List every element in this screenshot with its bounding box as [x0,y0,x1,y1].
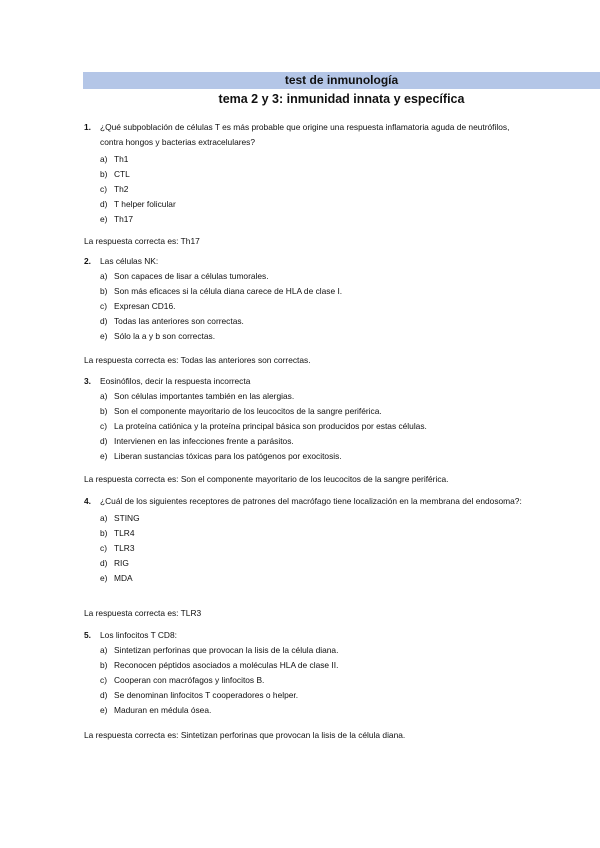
option-e: e) MDA [100,573,133,583]
question-text: Los linfocitos T CD8: [100,630,177,640]
test-title: test de inmunología [83,72,600,89]
option-b: b) Reconocen péptidos asociados a moléculas HLA de clase II. [100,660,339,670]
answer-1: La respuesta correcta es: Th17 [84,236,200,246]
answer-3: La respuesta correcta es: Son el componente mayoritario de los leucocitos de la sangre periférica. [84,474,449,484]
question-4 [84,494,524,586]
question-text: ¿Qué subpoblación de células T es más probable que origine una respuesta inflamatoria aguda de neutrófilos, contra hongos y bacterias extracelulares? [100,122,510,147]
option-d: d) Intervienen en las infecciones frente a parásitos. [100,436,294,446]
question-text: Las células NK: [100,256,159,266]
question-1 [84,120,524,227]
option-b: b) Son más eficaces si la célula diana carece de HLA de clase I. [100,286,343,296]
option-e: e) Liberan sustancias tóxicas para los patógenos por exocitosis. [100,451,342,461]
option-c: c) Expresan CD16. [100,301,176,311]
option-a: a) Son células importantes también en las alergias. [100,391,295,401]
question-text: Eosinófilos, decir la respuesta incorrecta [100,376,251,386]
option-a: a) Th1 [100,154,129,164]
question-number: 2. [84,256,91,266]
option-c: c) Th2 [100,184,129,194]
test-subtitle: tema 2 y 3: inmunidad innata y específica [218,92,465,106]
question-number: 5. [84,630,91,640]
option-e: e) Sólo la a y b son correctas. [100,331,216,341]
option-e: e) Maduran en médula ósea. [100,705,212,715]
option-c: c) TLR3 [100,543,135,553]
option-a: a) STING [100,513,140,523]
answer-2: La respuesta correcta es: Todas las anteriores son correctas. [84,355,311,365]
option-a: a) Son capaces de lisar a células tumorales. [100,271,269,281]
option-b: b) TLR4 [100,528,135,538]
option-d: d) Se denominan linfocitos T cooperadores o helper. [100,690,299,700]
question-2 [84,254,524,344]
question-number: 4. [84,496,91,506]
answer-5: La respuesta correcta es: Sintetizan perforinas que provocan la lisis de la célula diana. [84,730,406,740]
question-3 [84,374,524,464]
option-a: a) Sintetizan perforinas que provocan la lisis de la célula diana. [100,645,339,655]
option-c: c) La proteína catiónica y la proteína principal básica son producidos por estas células. [100,421,427,431]
option-d: d) Todas las anteriores son correctas. [100,316,244,326]
answer-4: La respuesta correcta es: TLR3 [84,608,202,618]
option-d: d) T helper folicular [100,199,176,209]
option-e: e) Th17 [100,214,134,224]
option-b: b) Son el componente mayoritario de los leucocitos de la sangre periférica. [100,406,382,416]
question-text: ¿Cuál de los siguientes receptores de patrones del macrófago tiene localización en la membrana del endosoma?: [100,496,522,506]
question-number: 3. [84,376,91,386]
option-b: b) CTL [100,169,130,179]
option-d: d) RIG [100,558,129,568]
question-5 [84,628,524,718]
option-c: c) Cooperan con macrófagos y linfocitos B. [100,675,265,685]
question-number: 1. [84,122,91,132]
